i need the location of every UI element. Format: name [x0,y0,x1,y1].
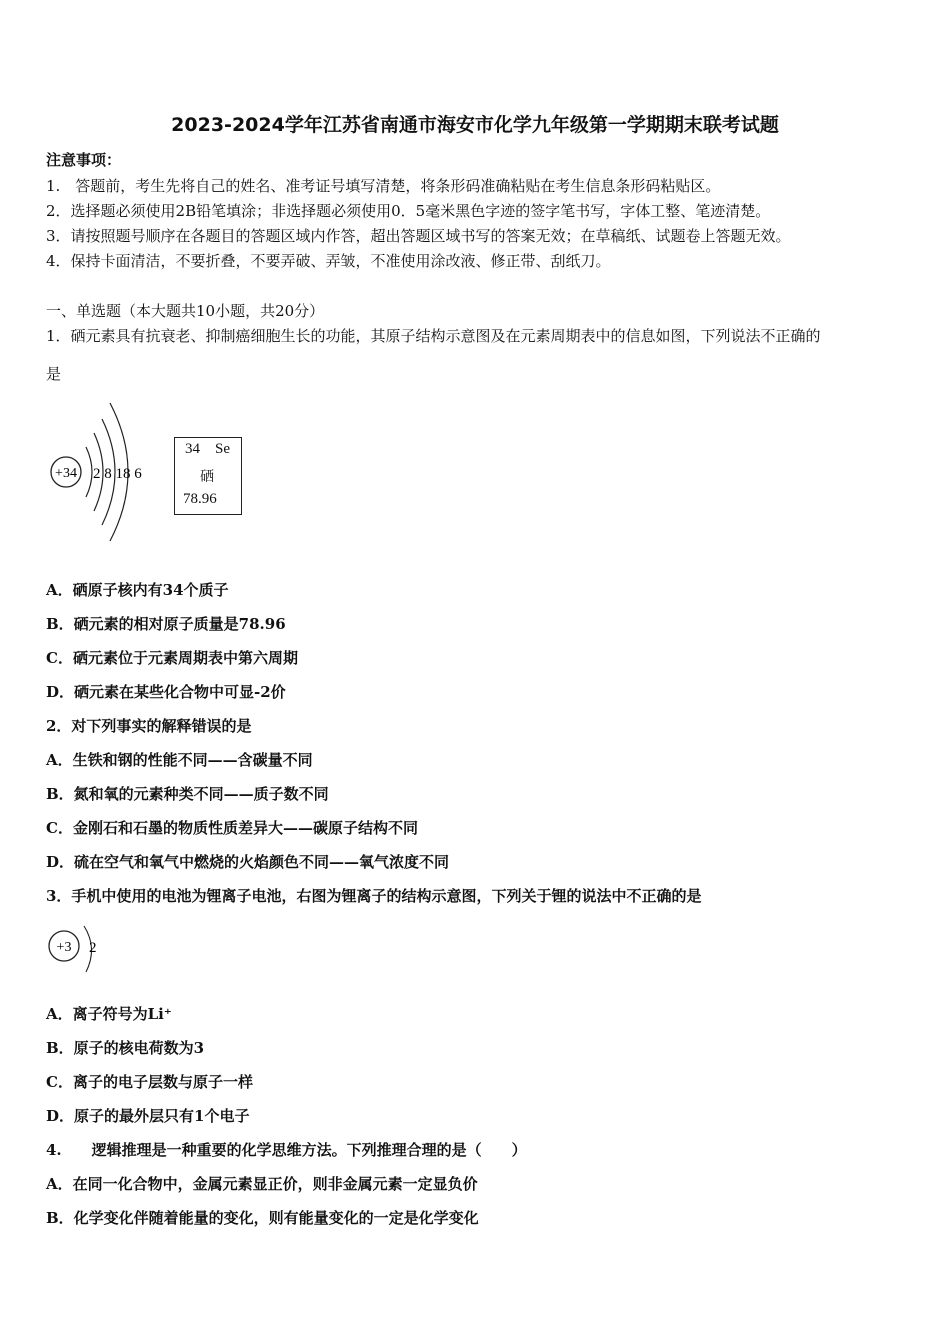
q1-stem: 1．硒元素具有抗衰老、抑制癌细胞生长的功能，其原子结构示意图及在元素周期表中的信息如图，下列说法不正确的 [46,327,821,345]
page-title: 2023-2024学年江苏省南通市海安市化学九年级第一学期期末联考试题 [171,114,779,136]
q1-option-b: B．硒元素的相对原子质量是78.96 [46,615,286,633]
q3-option-a: A．离子符号为Li⁺ [46,1005,172,1023]
q4-stem: 4. 逻辑推理是一种重要的化学思维方法。下列推理合理的是（ ） [46,1141,527,1159]
q1-option-a: A．硒原子核内有34个质子 [46,581,229,599]
q1-option-d: D．硒元素在某些化合物中可显-2价 [46,683,286,701]
electron-counts: 2 8 18 6 [93,466,142,482]
notice-item-4: 4．保持卡面清洁，不要折叠，不要弄破、弄皱，不准使用涂改液、修正带、刮纸刀。 [46,252,611,270]
lithium-ion-diagram [46,922,106,977]
notice-item-1: 1. 答题前，考生先将自己的姓名、准考证号填写清楚，将条形码准确粘贴在考生信息条形码粘贴区。 [46,177,721,195]
q1-option-c: C．硒元素位于元素周期表中第六周期 [46,649,298,667]
q3-stem: 3．手机中使用的电池为锂离子电池，右图为锂离子的结构示意图，下列关于锂的说法中不正确的是 [46,887,702,905]
q2-stem: 2．对下列事实的解释错误的是 [46,717,252,735]
q1-stem-continued: 是 [46,365,62,383]
electron-count: 2 [89,940,97,956]
periodic-table-cell [174,437,242,515]
electron-shell-1 [86,447,92,497]
notice-heading: 注意事项： [46,151,122,169]
element-symbol: Se [215,441,230,457]
q2-option-a: A．生铁和钢的性能不同——含碳量不同 [46,751,313,769]
q3-option-b: B．原子的核电荷数为3 [46,1039,205,1057]
q2-option-c: C．金刚石和石墨的物质性质差异大——碳原子结构不同 [46,819,418,837]
q4-option-b: B．化学变化伴随着能量的变化，则有能量变化的一定是化学变化 [46,1209,479,1227]
section-heading: 一、单选题（本大题共10小题，共20分） [46,302,325,320]
element-name: 硒 [200,470,214,485]
notice-item-3: 3．请按照题号顺序在各题目的答题区域内作答，超出答题区域书写的答案无效；在草稿纸、试题卷上答题无效。 [46,227,791,245]
q2-option-d: D．硫在空气和氧气中燃烧的火焰颜色不同——氧气浓度不同 [46,853,450,871]
atomic-mass: 78.96 [183,491,217,507]
selenium-atom-diagram [46,395,166,550]
atomic-number: 34 [185,441,200,457]
nucleus-charge: +34 [55,466,77,481]
nucleus-charge: +3 [56,940,72,955]
q3-option-d: D．原子的最外层只有1个电子 [46,1107,250,1125]
q2-option-b: B．氮和氧的元素种类不同——质子数不同 [46,785,329,803]
q4-option-a: A．在同一化合物中，金属元素显正价，则非金属元素一定显负价 [46,1175,478,1193]
q3-option-c: C．离子的电子层数与原子一样 [46,1073,253,1091]
notice-item-2: 2．选择题必须使用2B铅笔填涂；非选择题必须使用0．5毫米黑色字迹的签字笔书写，字体工整、笔迹清楚。 [46,202,771,220]
